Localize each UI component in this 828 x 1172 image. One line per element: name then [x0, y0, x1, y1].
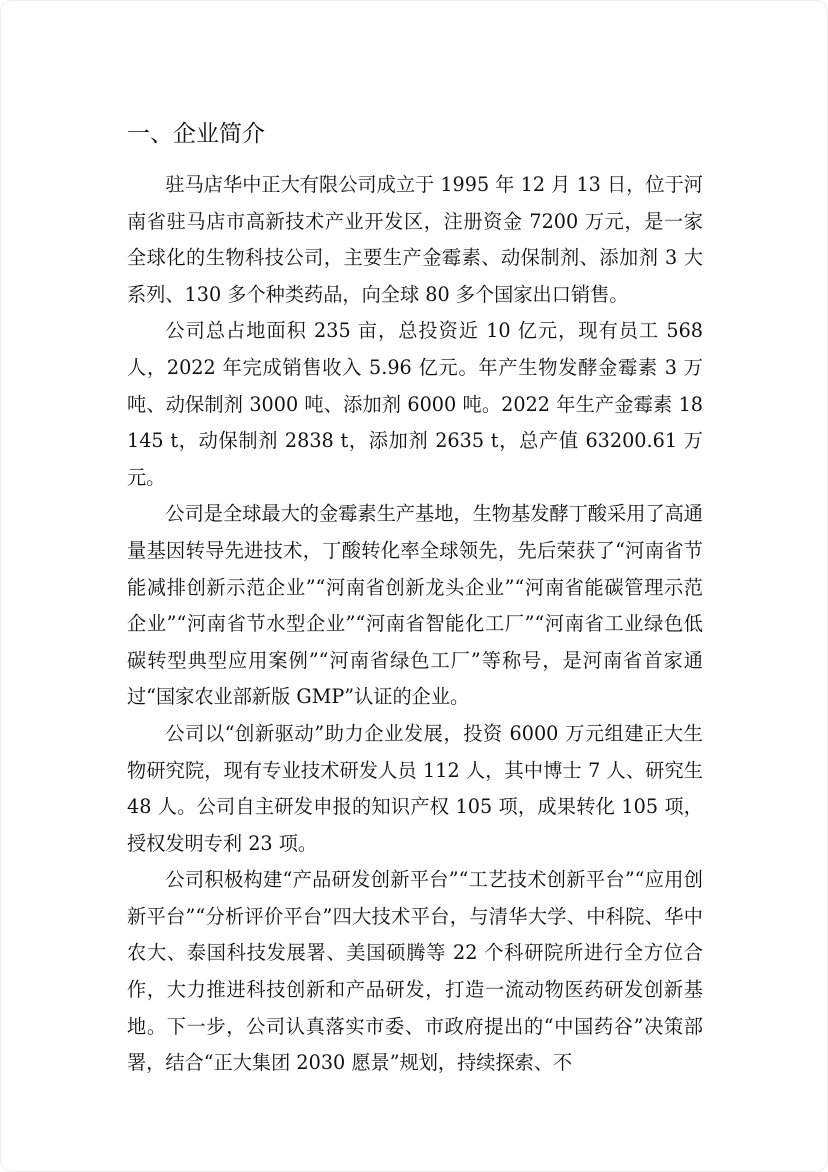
- paragraph-platforms: 公司积极构建“产品研发创新平台”“工艺技术创新平台”“应用创新平台”“分析评价平台”四大技术平台，与清华大学、中科院、华中农大、泰国科技发展署、美国硕腾等 22 个科研院所进行全方位合作，大力推进科技创新和产品研发，打造一流动物医药研发创新基地。下一步，公司认真落实市委、市政府提出的“中国药谷”决策部署，结合“正大集团 2030 愿景”规划，持续探索、不: [127, 868, 703, 1075]
- paragraph-honors: 公司是全球最大的金霉素生产基地，生物基发酵丁酸采用了高通量基因转导先进技术，丁酸转化率全球领先，先后荣获了“河南省节能减排创新示范企业”“河南省创新龙头企业”“河南省能碳管理示范企业”“河南省节水型企业”“河南省智能化工厂”“河南省工业绿色低碳转型典型应用案例”“河南省绿色工厂”等称号，是河南省首家通过“国家农业部新版 GMP”认证的企业。: [127, 502, 703, 709]
- paragraph-scale: 公司总占地面积 235 亩，总投资近 10 亿元，现有员工 568 人，2022 年完成销售收入 5.96 亿元。年产生物发酵金霉素 3 万吨、动保制剂 3000 吨、添加剂 6000 吨。2022 年生产金霉素 18145 t，动保制剂 2838 t，添加剂 2635 t，总产值 63200.61 万元。: [127, 319, 703, 489]
- paragraph-founding: 驻马店华中正大有限公司成立于 1995 年 12 月 13 日，位于河南省驻马店市高新技术产业开发区，注册资金 7200 万元，是一家全球化的生物科技公司，主要生产金霉素、动保制剂、添加剂 3 大系列、130 多个种类药品，向全球 80 多个国家出口销售。: [127, 173, 703, 306]
- section-heading: 一、企业简介: [127, 121, 265, 147]
- paragraph-rnd: 公司以“创新驱动”助力企业发展，投资 6000 万元组建正大生物研究院，现有专业技术研发人员 112 人，其中博士 7 人、研究生 48 人。公司自主研发申报的知识产权 105 项，成果转化 105 项，授权发明专利 23 项。: [127, 721, 703, 855]
- document-content: [127, 115, 703, 1082]
